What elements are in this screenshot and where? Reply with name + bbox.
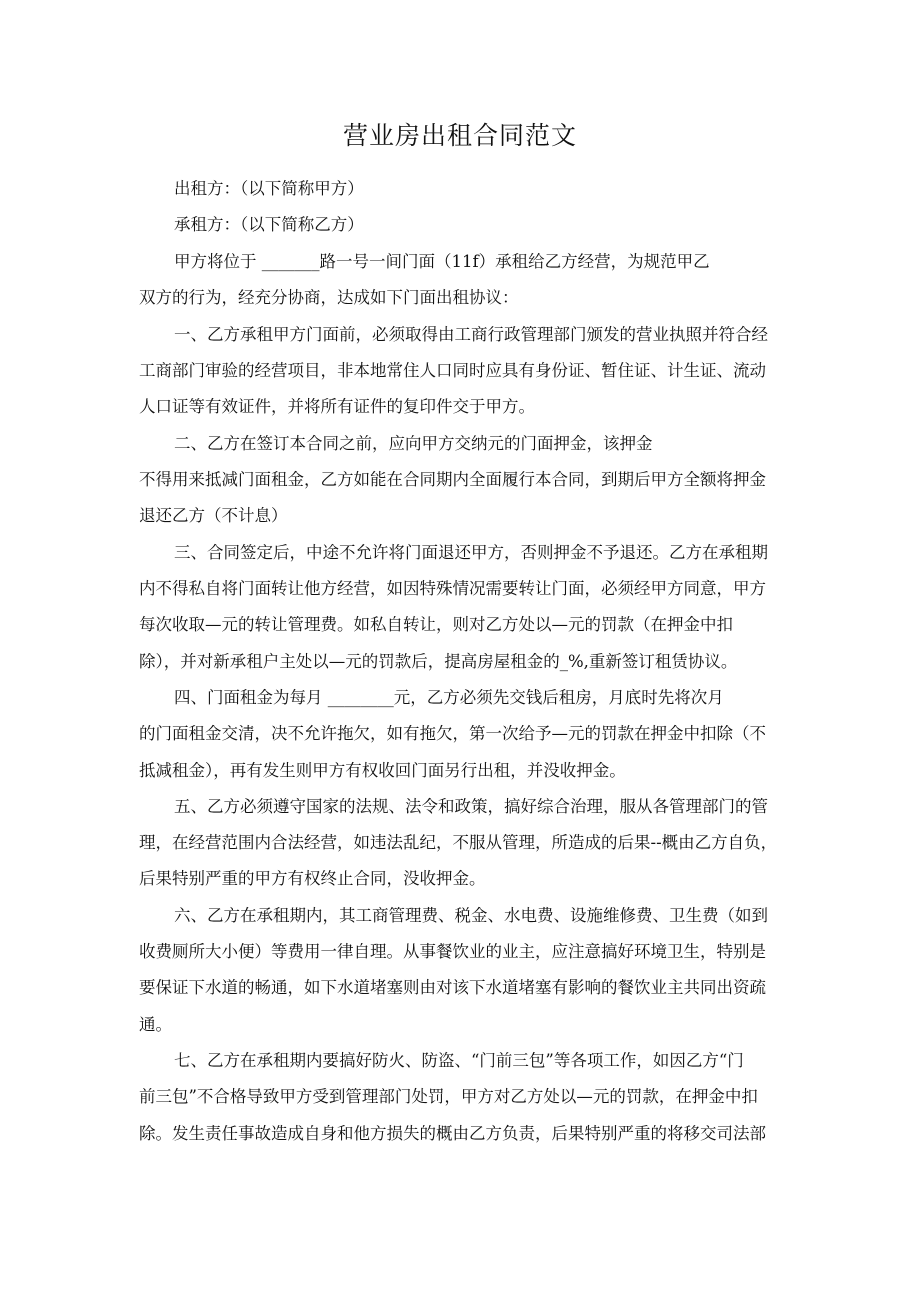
paragraph-line: 通。 bbox=[139, 1015, 172, 1034]
paragraph-line: 五、乙方必须遵守国家的法规、法令和政策，搞好综合治理，服从各管理部门的管 bbox=[174, 797, 768, 816]
paragraph-line: 前三包”不合格导致甲方受到管理部门处罚，甲方对乙方处以—元的罚款，在押金中扣 bbox=[139, 1087, 758, 1106]
paragraph-line: 要保证下水道的畅通，如下水道堵塞则由对该下水道堵塞有影响的餐饮业主共同出资疏 bbox=[139, 978, 766, 997]
paragraph-line: 内不得私自将门面转让他方经营，如因特殊情况需要转让门面，必须经甲方同意，甲方 bbox=[139, 579, 766, 598]
paragraph-line: 二、乙方在签订本合同之前，应向甲方交纳元的门面押金，该押金 bbox=[174, 434, 653, 453]
paragraph-line: 双方的行为，经充分协商，达成如下门面出租协议： bbox=[139, 288, 519, 307]
lessor-line: 出租方：（以下简称甲方） bbox=[174, 179, 364, 198]
paragraph-line: 退还乙方（不计息） bbox=[139, 506, 288, 525]
paragraph-line: 人口证等有效证件，并将所有证件的复印件交于甲方。 bbox=[139, 397, 535, 416]
paragraph-line: 除。发生责任事故造成自身和他方损失的概由乙方负责，后果特别严重的将移交司法部 bbox=[139, 1124, 766, 1143]
paragraph-line: 抵减租金），再有发生则甲方有权收回门面另行出租，并没收押金。 bbox=[139, 761, 626, 780]
paragraph-line: 三、合同签定后，中途不允许将门面退还甲方，否则押金不予退还。乙方在承租期 bbox=[174, 543, 768, 562]
paragraph-line: 一、乙方承租甲方门面前，必须取得由工商行政管理部门颁发的营业执照并符合经 bbox=[174, 325, 768, 344]
paragraph-line: 的门面租金交清，决不允许拖欠，如有拖欠，第一次给予—元的罚款在押金中扣除（不 bbox=[139, 724, 766, 743]
paragraph-line: 工商部门审验的经营项目，非本地常住人口同时应具有身份证、暂住证、计生证、流动 bbox=[139, 361, 766, 380]
lessee-line: 承租方：（以下简称乙方） bbox=[174, 215, 364, 234]
paragraph-line: 不得用来抵减门面租金，乙方如能在合同期内全面履行本合同，到期后甲方全额将押金 bbox=[139, 470, 766, 489]
paragraph-line: 收费厕所大小便）等费用一律自理。从事餐饮业的业主，应注意搞好环境卫生，特别是 bbox=[139, 942, 766, 961]
paragraph-line: 四、门面租金为每月 ________元，乙方必须先交钱后租房，月底时先将次月 bbox=[174, 688, 724, 707]
paragraph-line: 每次收取—元的转让管理费。如私自转让，则对乙方处以—元的罚款（在押金中扣 bbox=[139, 615, 733, 634]
paragraph-line: 六、乙方在承租期内，其工商管理费、税金、水电费、设施维修费、卫生费（如到 bbox=[174, 906, 768, 925]
paragraph-line: 理，在经营范围内合法经营，如违法乱纪，不服从管理，所造成的后果--概由乙方自负， bbox=[139, 833, 778, 852]
paragraph-line: 后果特别严重的甲方有权终止合同，没收押金。 bbox=[139, 869, 486, 888]
paragraph-line: 甲方将位于 _______路一号一间门面（11f）承租给乙方经营，为规范甲乙 bbox=[174, 252, 710, 271]
paragraph-line: 除），并对新承租户主处以—元的罚款后，提高房屋租金的_%,重新签订租赁协议。 bbox=[139, 652, 738, 671]
document-title: 营业房出租合同范文 bbox=[342, 121, 577, 150]
paragraph-line: 七、乙方在承租期内要搞好防火、防盗、“门前三包”等各项工作，如因乙方“门 bbox=[174, 1051, 744, 1070]
